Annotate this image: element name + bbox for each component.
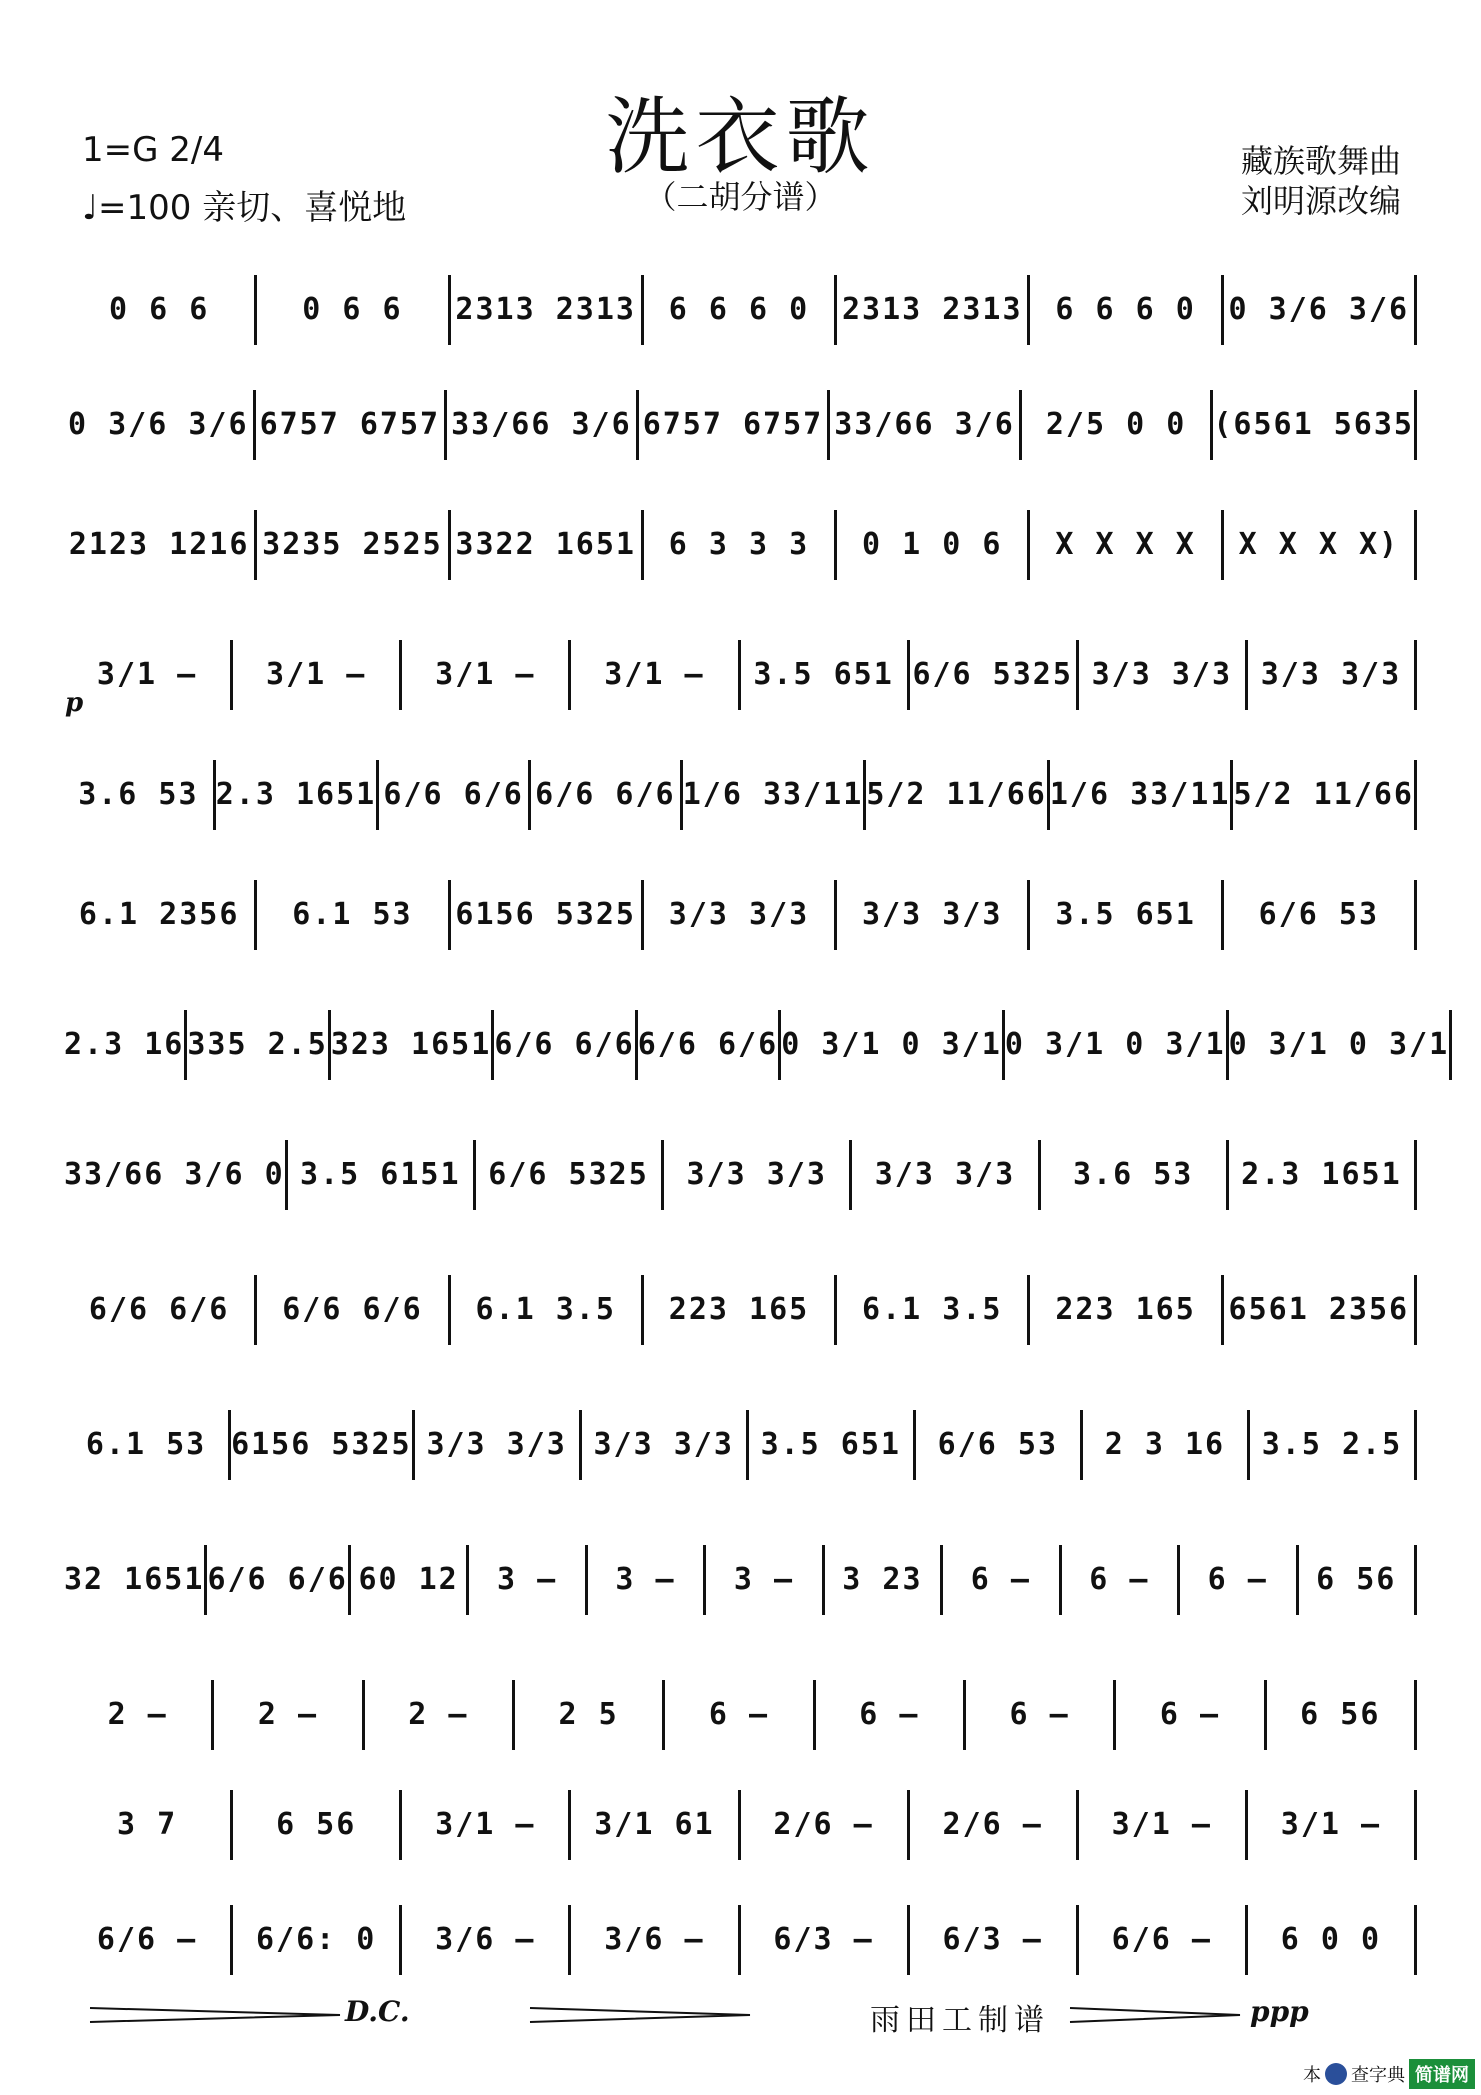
measure: 0 3/6 3/6: [64, 390, 256, 460]
measure: 6 56: [1299, 1545, 1417, 1615]
decrescendo-hairpin: [90, 2000, 340, 2030]
measure: 32 1651: [64, 1545, 207, 1615]
measure-row: [64, 1680, 1417, 1750]
measure: 6.1 53: [257, 880, 450, 950]
mascot-icon: [1325, 2063, 1347, 2085]
measure: 1/6 33/11: [1050, 760, 1234, 830]
score-line: [64, 1140, 1417, 1210]
measure: X X X X): [1224, 510, 1417, 580]
measure: 3/3 3/3: [837, 880, 1030, 950]
measure-row: [64, 640, 1417, 710]
score-line: [64, 1905, 1417, 1975]
measure-row: [64, 510, 1417, 580]
song-origin: 藏族歌舞曲: [1240, 142, 1401, 180]
measure: 3322 1651: [451, 510, 644, 580]
measure: 6156 5325: [451, 880, 644, 950]
measure: 6/6 –: [1079, 1905, 1248, 1975]
measure: 5/2 11/66: [1233, 760, 1417, 830]
measure: 3.5 6151: [288, 1140, 476, 1210]
measure: 3 –: [706, 1545, 824, 1615]
score-line: [64, 760, 1417, 830]
measure: 3/3 3/3: [644, 880, 837, 950]
measure: 3/1 –: [402, 640, 571, 710]
score-line: [64, 1545, 1417, 1615]
measure: 6/6: 0: [233, 1905, 402, 1975]
measure-row: [64, 1410, 1417, 1480]
measure: 6/6 –: [64, 1905, 233, 1975]
measure: 6/6 6/6: [638, 1010, 781, 1080]
measure: 6/6 6/6: [494, 1010, 637, 1080]
measure: 6 –: [966, 1680, 1116, 1750]
measure: 6/6 6/6: [379, 760, 531, 830]
measure: 3 7: [64, 1790, 233, 1860]
score-line: [64, 1790, 1417, 1860]
measure: 6757 6757: [639, 390, 831, 460]
measure: 0 1 0 6: [837, 510, 1030, 580]
measure: 3/6 –: [571, 1905, 740, 1975]
measure: 5/2 11/66: [866, 760, 1050, 830]
measure: 0 3/1 0 3/1: [1005, 1010, 1229, 1080]
measure: 6 –: [816, 1680, 966, 1750]
measure: 6 6 6 0: [644, 275, 837, 345]
measure: 335 2.5: [187, 1010, 330, 1080]
measure: 6 3 3 3: [644, 510, 837, 580]
measure: 0 6 6: [64, 275, 257, 345]
measure: 3.5 2.5: [1250, 1410, 1417, 1480]
measure: 6757 6757: [256, 390, 448, 460]
measure-row: [64, 1140, 1417, 1210]
measure-row: [64, 1275, 1417, 1345]
measure: 3.5 651: [749, 1410, 916, 1480]
tempo-marking: ♩=100 亲切、喜悦地: [82, 188, 407, 228]
measure: 6.1 3.5: [451, 1275, 644, 1345]
measure: 2 –: [214, 1680, 364, 1750]
measure-row: [64, 1545, 1417, 1615]
measure: 3/1 –: [233, 640, 402, 710]
dynamic-p: p: [65, 688, 84, 718]
measure: 2.3 1651: [216, 760, 380, 830]
score-line: [64, 390, 1417, 460]
measure: 223 165: [644, 1275, 837, 1345]
measure: 3/1 61: [571, 1790, 740, 1860]
measure: 3/1 –: [1079, 1790, 1248, 1860]
score-line: [64, 510, 1417, 580]
measure: 2/6 –: [910, 1790, 1079, 1860]
key-signature: 1=G 2/4: [82, 130, 224, 170]
measure: 3.6 53: [1041, 1140, 1229, 1210]
score-line: [64, 1275, 1417, 1345]
measure-row: [64, 1010, 1450, 1080]
measure-row: [64, 760, 1417, 830]
measure-row: [64, 1790, 1417, 1860]
measure: 3/1 –: [1248, 1790, 1417, 1860]
measure: 2 3 16: [1083, 1410, 1250, 1480]
measure: 6 –: [1116, 1680, 1266, 1750]
measure: 6/6 53: [916, 1410, 1083, 1480]
score-subtitle: （二胡分谱）: [644, 178, 837, 216]
watermark-prefix: 本: [1303, 2065, 1321, 2086]
measure: 2 –: [365, 1680, 515, 1750]
measure: 6/6 6/6: [207, 1545, 350, 1615]
measure: 3/1 –: [64, 640, 233, 710]
measure: 6 0 0: [1248, 1905, 1417, 1975]
measure: 0 6 6: [257, 275, 450, 345]
transcriber-credit: 雨田工制谱: [870, 2003, 1050, 2038]
measure-row: [64, 880, 1417, 950]
score-line: [64, 275, 1417, 345]
measure: 6/6 6/6: [531, 760, 683, 830]
measure: 33/66 3/6: [830, 390, 1022, 460]
measure: 3 –: [469, 1545, 587, 1615]
decrescendo-hairpin: [530, 2000, 750, 2030]
measure: 3/3 3/3: [582, 1410, 749, 1480]
score-title: 洗衣歌: [605, 88, 876, 186]
measure: 3/3 3/3: [1079, 640, 1248, 710]
watermark-name: 查字典: [1351, 2065, 1405, 2086]
measure: 0 3/1 0 3/1: [781, 1010, 1005, 1080]
measure: X X X X: [1030, 510, 1223, 580]
measure: 6 –: [943, 1545, 1061, 1615]
measure: 2313 2313: [837, 275, 1030, 345]
score-line: [64, 1410, 1417, 1480]
measure: 3 –: [588, 1545, 706, 1615]
measure: 6 –: [1062, 1545, 1180, 1615]
measure: 1/6 33/11: [683, 760, 867, 830]
measure: 0 3/6 3/6: [1224, 275, 1417, 345]
measure: 6/6 5325: [910, 640, 1079, 710]
measure: 223 165: [1030, 1275, 1223, 1345]
measure: 2123 1216: [64, 510, 257, 580]
measure: 3.6 53: [64, 760, 216, 830]
decrescendo-hairpin: [1070, 2000, 1240, 2030]
measure: 2/6 –: [741, 1790, 910, 1860]
measure: 6.1 3.5: [837, 1275, 1030, 1345]
measure: 6 56: [233, 1790, 402, 1860]
measure: 3/3 3/3: [1248, 640, 1417, 710]
measure: 6/6 53: [1224, 880, 1417, 950]
measure-row: [64, 275, 1417, 345]
score-line: [64, 1010, 1450, 1080]
watermark-site: 简谱网: [1409, 2059, 1475, 2089]
measure: 33/66 3/6: [447, 390, 639, 460]
measure: 6 56: [1267, 1680, 1417, 1750]
measure: 3/3 3/3: [852, 1140, 1040, 1210]
measure: 3235 2525: [257, 510, 450, 580]
measure: 3.5 651: [741, 640, 910, 710]
measure: 3.5 651: [1030, 880, 1223, 950]
measure: 6561 2356: [1224, 1275, 1417, 1345]
measure: 60 12: [351, 1545, 469, 1615]
measure-row: [64, 390, 1417, 460]
measure: 3/1 –: [571, 640, 740, 710]
measure: 6 6 6 0: [1030, 275, 1223, 345]
site-watermark: [1303, 2059, 1475, 2089]
da-capo-marking: D.C.: [345, 1995, 410, 2028]
measure: 3 23: [825, 1545, 943, 1615]
dynamic-ppp: ppp: [1250, 1995, 1309, 2028]
score-line: [64, 1680, 1417, 1750]
measure: 6/6 6/6: [257, 1275, 450, 1345]
measure: 6156 5325: [231, 1410, 415, 1480]
measure: 6/6 6/6: [64, 1275, 257, 1345]
measure: 2313 2313: [451, 275, 644, 345]
measure: 33/66 3/6 0: [64, 1140, 288, 1210]
arranger: 刘明源改编: [1240, 182, 1401, 220]
measure: 6/6 5325: [476, 1140, 664, 1210]
score-line: [64, 640, 1417, 710]
measure: 2.3 1651: [1229, 1140, 1417, 1210]
measure: 2 –: [64, 1680, 214, 1750]
measure: 6.1 53: [64, 1410, 231, 1480]
measure: 3/3 3/3: [415, 1410, 582, 1480]
measure: (6561 5635: [1213, 390, 1417, 460]
measure: 3/1 –: [402, 1790, 571, 1860]
measure: 3/3 3/3: [664, 1140, 852, 1210]
measure: 2/5 0 0: [1022, 390, 1214, 460]
measure: 6.1 2356: [64, 880, 257, 950]
measure: 2.3 16: [64, 1010, 187, 1080]
measure: 3/6 –: [402, 1905, 571, 1975]
measure: 323 1651: [331, 1010, 495, 1080]
measure: 6 –: [1180, 1545, 1298, 1615]
measure-row: [64, 1905, 1417, 1975]
measure: 6/3 –: [741, 1905, 910, 1975]
measure: 0 3/1 0 3/1: [1229, 1010, 1453, 1080]
measure: 2 5: [515, 1680, 665, 1750]
score-line: [64, 880, 1417, 950]
measure: 6/3 –: [910, 1905, 1079, 1975]
measure: 6 –: [665, 1680, 815, 1750]
